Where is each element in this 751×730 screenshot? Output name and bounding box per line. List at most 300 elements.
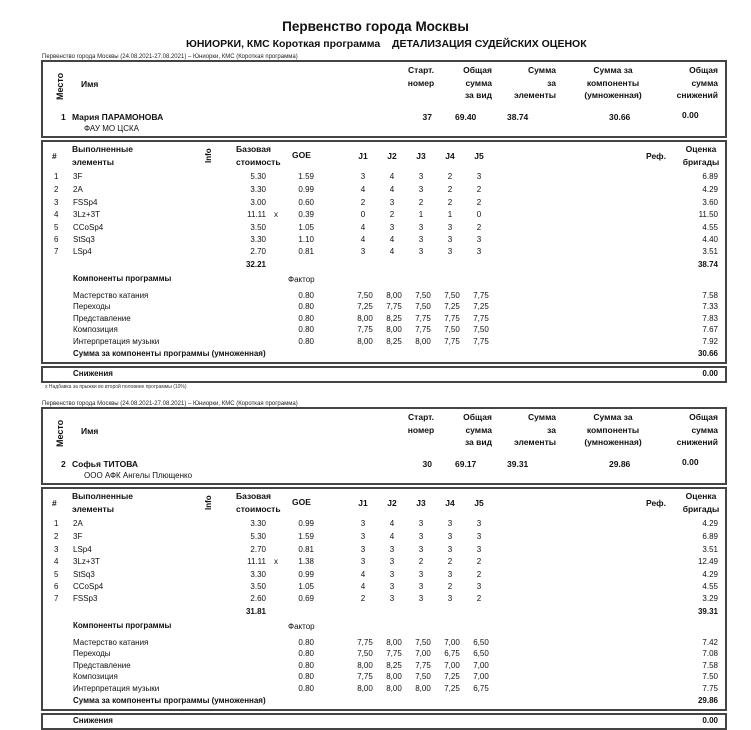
element-code: 3Lz+3T bbox=[73, 557, 100, 566]
element-code: 3F bbox=[73, 172, 83, 181]
start-number-header-line: номер bbox=[407, 424, 435, 435]
deductions-header-line: снижений bbox=[676, 90, 718, 100]
element-judge-score: 3 bbox=[447, 519, 453, 528]
panel-header-line: Оценка bbox=[685, 491, 717, 501]
element-base-value: 3.50 bbox=[250, 223, 266, 232]
base-header-line: Базовая bbox=[236, 491, 271, 501]
pcs-score: 29.86 bbox=[609, 459, 631, 469]
element-judge-score: 4 bbox=[389, 235, 395, 244]
element-goe: 0.81 bbox=[298, 545, 314, 554]
element-number: 7 bbox=[54, 247, 59, 256]
element-number: 3 bbox=[54, 198, 59, 207]
panel-score-header bbox=[680, 143, 722, 168]
component-row bbox=[0, 649, 751, 661]
total-score-header-line: Общая bbox=[463, 65, 492, 75]
pcs-header-line: (умноженная) bbox=[584, 437, 642, 447]
ref-header: Реф. bbox=[646, 498, 666, 508]
judge-header-j1: J1 bbox=[358, 151, 368, 161]
element-judge-score: 1 bbox=[418, 210, 424, 219]
element-judge-score: 3 bbox=[389, 198, 395, 207]
element-row bbox=[0, 172, 751, 184]
base-header-line: Базовая bbox=[236, 144, 271, 154]
element-base-value: 11.11 bbox=[247, 210, 266, 219]
component-judge-score: 7,50 bbox=[357, 649, 373, 658]
component-judge-score: 7,50 bbox=[357, 291, 373, 300]
element-judge-score: 3 bbox=[360, 247, 366, 256]
element-goe: 1.05 bbox=[298, 582, 314, 591]
base-value-total: 31.81 bbox=[245, 607, 266, 616]
component-factor: 0.80 bbox=[298, 302, 314, 311]
component-factor: 0.80 bbox=[298, 672, 314, 681]
element-goe: 0.99 bbox=[298, 185, 314, 194]
element-judge-score: 3 bbox=[360, 557, 366, 566]
base-value-header bbox=[236, 490, 281, 515]
start-number-header-line: Старт. bbox=[408, 412, 434, 422]
start-number: 30 bbox=[422, 459, 432, 469]
component-factor: 0.80 bbox=[298, 314, 314, 323]
component-row bbox=[0, 684, 751, 696]
pcs-header-line: Сумма за bbox=[593, 65, 633, 75]
element-goe: 0.69 bbox=[298, 594, 314, 603]
element-judge-score: 3 bbox=[389, 557, 395, 566]
element-base-value: 2.60 bbox=[250, 594, 266, 603]
component-judge-score: 7,75 bbox=[357, 325, 373, 334]
component-judge-score: 7,75 bbox=[357, 638, 373, 647]
component-judge-score: 8,00 bbox=[357, 337, 373, 346]
component-factor: 0.80 bbox=[298, 649, 314, 658]
element-base-value: 11.11 bbox=[247, 557, 266, 566]
deductions-label: Снижения bbox=[73, 716, 113, 725]
judge-header-j5: J5 bbox=[474, 498, 484, 508]
element-base-value: 3.00 bbox=[250, 198, 266, 207]
element-judge-score: 3 bbox=[447, 532, 453, 541]
element-row bbox=[0, 557, 751, 569]
element-base-value: 5.30 bbox=[250, 532, 266, 541]
element-judge-score: 3 bbox=[447, 594, 453, 603]
component-panel-score: 7.58 bbox=[702, 661, 718, 670]
document-title: Первенство города Москвы bbox=[282, 19, 469, 34]
tes-score: 38.74 bbox=[507, 112, 529, 122]
component-name: Представление bbox=[73, 661, 131, 670]
element-judge-score: 3 bbox=[476, 235, 482, 244]
element-judge-score: 3 bbox=[418, 594, 424, 603]
elements-header-line: Выполненные bbox=[72, 491, 134, 501]
element-goe: 0.81 bbox=[298, 247, 314, 256]
tes-header-line: элементы bbox=[514, 90, 556, 100]
base-header-line: стоимость bbox=[236, 503, 281, 514]
component-judge-score: 7,25 bbox=[473, 302, 489, 311]
element-code: 2A bbox=[73, 519, 83, 528]
pcs-header-line: компоненты bbox=[586, 77, 640, 88]
element-judge-score: 3 bbox=[447, 223, 453, 232]
element-row bbox=[0, 582, 751, 594]
component-panel-score: 7.42 bbox=[702, 638, 718, 647]
skater-club: ООО АФК Ангелы Плющенко bbox=[84, 471, 193, 480]
element-number: 6 bbox=[54, 235, 59, 244]
element-judge-score: 2 bbox=[418, 557, 424, 566]
element-judge-score: 3 bbox=[418, 519, 424, 528]
elements-header-line: Выполненные bbox=[72, 144, 134, 154]
component-judge-score: 7,50 bbox=[444, 291, 460, 300]
total-score-header-line: сумма bbox=[465, 424, 492, 435]
judge-header-j3: J3 bbox=[416, 151, 426, 161]
element-judge-score: 4 bbox=[360, 185, 366, 194]
skater-name: Мария ПАРАМОНОВА bbox=[72, 112, 164, 122]
base-value-total: 32.21 bbox=[245, 260, 266, 269]
deductions-header bbox=[676, 411, 718, 449]
element-panel-score: 3.51 bbox=[702, 247, 718, 256]
element-panel-score: 12.49 bbox=[697, 557, 718, 566]
component-judge-score: 7,00 bbox=[473, 672, 489, 681]
footnote: x Надбавка за прыжки во второй половине программы (10%) bbox=[45, 384, 187, 390]
component-panel-score: 7.58 bbox=[702, 291, 718, 300]
judge-header-j4: J4 bbox=[445, 151, 455, 161]
subtitle-detail: ДЕТАЛИЗАЦИЯ СУДЕЙСКИХ ОЦЕНОК bbox=[392, 38, 587, 50]
element-judge-score: 3 bbox=[389, 582, 395, 591]
element-code: 3Lz+3T bbox=[73, 210, 100, 219]
place-header: Место bbox=[55, 72, 65, 100]
ref-header: Реф. bbox=[646, 151, 666, 161]
total-score: 69.17 bbox=[455, 459, 477, 469]
component-name: Мастерство катания bbox=[73, 291, 149, 300]
component-judge-score: 7,00 bbox=[444, 661, 460, 670]
element-number: 2 bbox=[54, 185, 59, 194]
panel-header-line: бригады bbox=[682, 503, 720, 514]
element-judge-score: 3 bbox=[476, 582, 482, 591]
element-judge-score: 3 bbox=[418, 247, 424, 256]
component-panel-score: 7.83 bbox=[702, 314, 718, 323]
element-panel-score: 4.40 bbox=[702, 235, 718, 244]
start-number-header bbox=[403, 411, 439, 436]
elements-score-total: 39.31 bbox=[697, 607, 718, 616]
element-code: CCoSp4 bbox=[73, 223, 104, 232]
component-panel-score: 7.33 bbox=[702, 302, 718, 311]
component-judge-score: 7,50 bbox=[415, 638, 431, 647]
element-row bbox=[0, 210, 751, 222]
tes-header-line: за bbox=[547, 77, 556, 88]
pcs-score: 30.66 bbox=[609, 112, 631, 122]
tes-header bbox=[510, 64, 556, 102]
component-judge-score: 8,00 bbox=[357, 684, 373, 693]
element-judge-score: 3 bbox=[476, 532, 482, 541]
component-judge-score: 7,75 bbox=[444, 337, 460, 346]
element-base-value: 2.70 bbox=[250, 247, 266, 256]
component-judge-score: 7,75 bbox=[415, 325, 431, 334]
component-judge-score: 7,50 bbox=[415, 291, 431, 300]
deductions-header-line: снижений bbox=[676, 437, 718, 447]
component-judge-score: 7,75 bbox=[473, 291, 489, 300]
element-judge-score: 3 bbox=[418, 185, 424, 194]
elements-score-total: 38.74 bbox=[697, 260, 718, 269]
component-judge-score: 7,75 bbox=[444, 314, 460, 323]
component-factor: 0.80 bbox=[298, 291, 314, 300]
total-score: 69.40 bbox=[455, 112, 477, 122]
deductions-total: 0.00 bbox=[702, 716, 718, 725]
element-goe: 1.10 bbox=[298, 235, 314, 244]
element-judge-score: 2 bbox=[418, 198, 424, 207]
element-base-value: 3.30 bbox=[250, 519, 266, 528]
element-goe: 0.39 bbox=[298, 210, 314, 219]
element-number: 2 bbox=[54, 532, 59, 541]
deductions-score: 0.00 bbox=[682, 457, 699, 467]
element-judge-score: 4 bbox=[389, 172, 395, 181]
element-panel-score: 4.55 bbox=[702, 223, 718, 232]
deductions-label: Снижения bbox=[73, 369, 113, 378]
deductions-header-line: сумма bbox=[691, 424, 718, 435]
pcs-header-line: компоненты bbox=[586, 424, 640, 435]
component-judge-score: 7,00 bbox=[415, 649, 431, 658]
judge-header-j3: J3 bbox=[416, 498, 426, 508]
element-judge-score: 4 bbox=[389, 185, 395, 194]
start-number-header-line: Старт. bbox=[408, 65, 434, 75]
skater-name: Софья ТИТОВА bbox=[72, 459, 139, 469]
component-judge-score: 7,75 bbox=[473, 314, 489, 323]
component-judge-score: 7,00 bbox=[444, 638, 460, 647]
element-panel-score: 3.60 bbox=[702, 198, 718, 207]
component-name: Интерпретация музыки bbox=[73, 337, 160, 346]
component-judge-score: 7,75 bbox=[415, 661, 431, 670]
element-bonus-mark: x bbox=[274, 210, 278, 219]
element-panel-score: 11.50 bbox=[698, 210, 718, 219]
element-judge-score: 4 bbox=[389, 532, 395, 541]
element-judge-score: 2 bbox=[360, 594, 366, 603]
components-total: 30.66 bbox=[697, 349, 718, 358]
element-code: LSp4 bbox=[73, 545, 92, 554]
component-judge-score: 7,25 bbox=[444, 672, 460, 681]
element-number: 4 bbox=[54, 557, 59, 566]
element-code: StSq3 bbox=[73, 235, 95, 244]
skater-sheet bbox=[0, 347, 751, 727]
pcs-header-line: Сумма за bbox=[593, 412, 633, 422]
components-header: Компоненты программы bbox=[73, 274, 172, 283]
tes-header-line: Сумма bbox=[528, 65, 556, 75]
element-base-value: 3.30 bbox=[250, 570, 266, 579]
info-header: Info bbox=[204, 495, 213, 510]
element-code: CCoSp4 bbox=[73, 582, 104, 591]
component-judge-score: 7,50 bbox=[415, 672, 431, 681]
elements-header-line: элементы bbox=[72, 156, 114, 167]
component-name: Переходы bbox=[73, 649, 111, 658]
element-judge-score: 0 bbox=[476, 210, 482, 219]
element-judge-score: 3 bbox=[447, 235, 453, 244]
total-score-header-line: за вид bbox=[464, 90, 492, 100]
component-factor: 0.80 bbox=[298, 684, 314, 693]
component-row bbox=[0, 302, 751, 314]
element-code: LSp4 bbox=[73, 247, 92, 256]
number-header: # bbox=[52, 498, 57, 508]
element-judge-score: 2 bbox=[476, 570, 482, 579]
panel-header-line: бригады bbox=[682, 156, 720, 167]
component-judge-score: 8,00 bbox=[357, 314, 373, 323]
deductions-header bbox=[676, 64, 718, 102]
element-judge-score: 2 bbox=[447, 198, 453, 207]
element-goe: 0.99 bbox=[298, 570, 314, 579]
element-judge-score: 2 bbox=[447, 185, 453, 194]
element-number: 1 bbox=[54, 172, 59, 181]
component-row bbox=[0, 672, 751, 684]
element-code: FSSp3 bbox=[73, 594, 98, 603]
element-judge-score: 3 bbox=[476, 247, 482, 256]
element-code: StSq3 bbox=[73, 570, 95, 579]
component-judge-score: 7,25 bbox=[444, 302, 460, 311]
element-judge-score: 3 bbox=[360, 519, 366, 528]
element-row bbox=[0, 247, 751, 259]
start-number-header bbox=[403, 64, 439, 89]
elements-header bbox=[72, 143, 133, 168]
element-judge-score: 3 bbox=[418, 582, 424, 591]
element-judge-score: 2 bbox=[360, 198, 366, 207]
judge-header-j5: J5 bbox=[474, 151, 484, 161]
element-goe: 1.59 bbox=[298, 532, 314, 541]
element-goe: 1.59 bbox=[298, 172, 314, 181]
component-name: Композиция bbox=[73, 672, 118, 681]
component-judge-score: 8,00 bbox=[415, 684, 431, 693]
element-row bbox=[0, 570, 751, 582]
judge-header-j2: J2 bbox=[387, 151, 397, 161]
element-judge-score: 3 bbox=[476, 172, 482, 181]
component-judge-score: 8,00 bbox=[357, 661, 373, 670]
component-name: Мастерство катания bbox=[73, 638, 149, 647]
element-judge-score: 3 bbox=[418, 532, 424, 541]
component-judge-score: 6,50 bbox=[473, 649, 489, 658]
panel-score-header bbox=[680, 490, 722, 515]
element-judge-score: 3 bbox=[360, 172, 366, 181]
base-value-header bbox=[236, 143, 281, 168]
element-judge-score: 2 bbox=[476, 198, 482, 207]
element-row bbox=[0, 532, 751, 544]
name-header: Имя bbox=[81, 426, 99, 436]
skater-rank: 2 bbox=[61, 459, 66, 469]
element-judge-score: 3 bbox=[389, 223, 395, 232]
pcs-header bbox=[580, 411, 646, 449]
component-judge-score: 8,00 bbox=[386, 672, 402, 681]
subtitle-category: ЮНИОРКИ, КМС Короткая программа bbox=[186, 38, 381, 50]
total-score-header-line: за вид bbox=[464, 437, 492, 447]
place-header: Место bbox=[55, 419, 65, 447]
element-judge-score: 2 bbox=[476, 223, 482, 232]
component-name: Переходы bbox=[73, 302, 111, 311]
component-name: Интерпретация музыки bbox=[73, 684, 160, 693]
skater-club: ФАУ МО ЦСКА bbox=[84, 124, 139, 133]
component-judge-score: 7,75 bbox=[415, 314, 431, 323]
tes-header bbox=[510, 411, 556, 449]
element-judge-score: 3 bbox=[418, 570, 424, 579]
element-judge-score: 1 bbox=[447, 210, 453, 219]
element-code: FSSp4 bbox=[73, 198, 98, 207]
element-row bbox=[0, 545, 751, 557]
element-base-value: 5.30 bbox=[250, 172, 266, 181]
element-row bbox=[0, 198, 751, 210]
deductions-header-line: Общая bbox=[689, 65, 718, 75]
element-judge-score: 4 bbox=[360, 570, 366, 579]
tes-header-line: элементы bbox=[514, 437, 556, 447]
info-header: Info bbox=[204, 148, 213, 163]
element-row bbox=[0, 185, 751, 197]
element-code: 2A bbox=[73, 185, 83, 194]
component-factor: 0.80 bbox=[298, 661, 314, 670]
element-judge-score: 3 bbox=[418, 172, 424, 181]
component-name: Представление bbox=[73, 314, 131, 323]
element-panel-score: 4.29 bbox=[702, 570, 718, 579]
element-judge-score: 3 bbox=[447, 247, 453, 256]
element-judge-score: 3 bbox=[418, 235, 424, 244]
element-row bbox=[0, 519, 751, 531]
element-goe: 1.38 bbox=[298, 557, 314, 566]
component-judge-score: 8,00 bbox=[386, 684, 402, 693]
components-total: 29.86 bbox=[697, 696, 718, 705]
element-number: 1 bbox=[54, 519, 59, 528]
element-judge-score: 3 bbox=[476, 545, 482, 554]
components-total-label: Сумма за компоненты программы (умноженная) bbox=[73, 349, 266, 358]
element-number: 4 bbox=[54, 210, 59, 219]
component-judge-score: 6,50 bbox=[473, 638, 489, 647]
component-panel-score: 7.75 bbox=[702, 684, 718, 693]
element-number: 5 bbox=[54, 570, 59, 579]
start-number-header-line: номер bbox=[407, 77, 435, 88]
component-judge-score: 7,75 bbox=[386, 649, 402, 658]
base-header-line: стоимость bbox=[236, 156, 281, 167]
total-score-header-line: сумма bbox=[465, 77, 492, 88]
total-score-header-line: Общая bbox=[463, 412, 492, 422]
factor-header: Фактор bbox=[288, 622, 315, 631]
deductions-header-line: Общая bbox=[689, 412, 718, 422]
element-judge-score: 3 bbox=[447, 570, 453, 579]
component-judge-score: 7,50 bbox=[415, 302, 431, 311]
element-goe: 1.05 bbox=[298, 223, 314, 232]
element-base-value: 3.30 bbox=[250, 185, 266, 194]
element-number: 6 bbox=[54, 582, 59, 591]
element-judge-score: 3 bbox=[389, 570, 395, 579]
element-judge-score: 3 bbox=[418, 545, 424, 554]
element-judge-score: 2 bbox=[476, 594, 482, 603]
element-judge-score: 3 bbox=[389, 594, 395, 603]
judge-header-j1: J1 bbox=[358, 498, 368, 508]
element-judge-score: 3 bbox=[389, 545, 395, 554]
component-judge-score: 8,00 bbox=[386, 638, 402, 647]
pcs-header-line: (умноженная) bbox=[584, 90, 642, 100]
element-row bbox=[0, 594, 751, 606]
component-judge-score: 8,25 bbox=[386, 314, 402, 323]
component-judge-score: 8,00 bbox=[386, 325, 402, 334]
component-factor: 0.80 bbox=[298, 638, 314, 647]
element-judge-score: 2 bbox=[389, 210, 395, 219]
element-number: 3 bbox=[54, 545, 59, 554]
element-base-value: 3.50 bbox=[250, 582, 266, 591]
element-goe: 0.99 bbox=[298, 519, 314, 528]
component-judge-score: 7,25 bbox=[357, 302, 373, 311]
components-header: Компоненты программы bbox=[73, 621, 172, 630]
event-caption: Первенство города Москвы (24.08.2021-27.08.2021) – Юниорки, КМС (Короткая программа) bbox=[42, 401, 298, 407]
component-judge-score: 6,75 bbox=[473, 684, 489, 693]
element-panel-score: 3.29 bbox=[702, 594, 718, 603]
total-score-header bbox=[450, 411, 492, 449]
goe-header: GOE bbox=[292, 497, 311, 507]
element-judge-score: 4 bbox=[360, 582, 366, 591]
element-judge-score: 0 bbox=[360, 210, 366, 219]
element-judge-score: 3 bbox=[447, 545, 453, 554]
total-score-header bbox=[450, 64, 492, 102]
element-base-value: 2.70 bbox=[250, 545, 266, 554]
element-judge-score: 3 bbox=[360, 545, 366, 554]
deductions-score: 0.00 bbox=[682, 110, 699, 120]
deductions-total: 0.00 bbox=[702, 369, 718, 378]
panel-header-line: Оценка bbox=[685, 144, 717, 154]
start-number: 37 bbox=[422, 112, 432, 122]
component-judge-score: 7,50 bbox=[473, 325, 489, 334]
deductions-header-line: сумма bbox=[691, 77, 718, 88]
element-number: 7 bbox=[54, 594, 59, 603]
element-base-value: 3.30 bbox=[250, 235, 266, 244]
